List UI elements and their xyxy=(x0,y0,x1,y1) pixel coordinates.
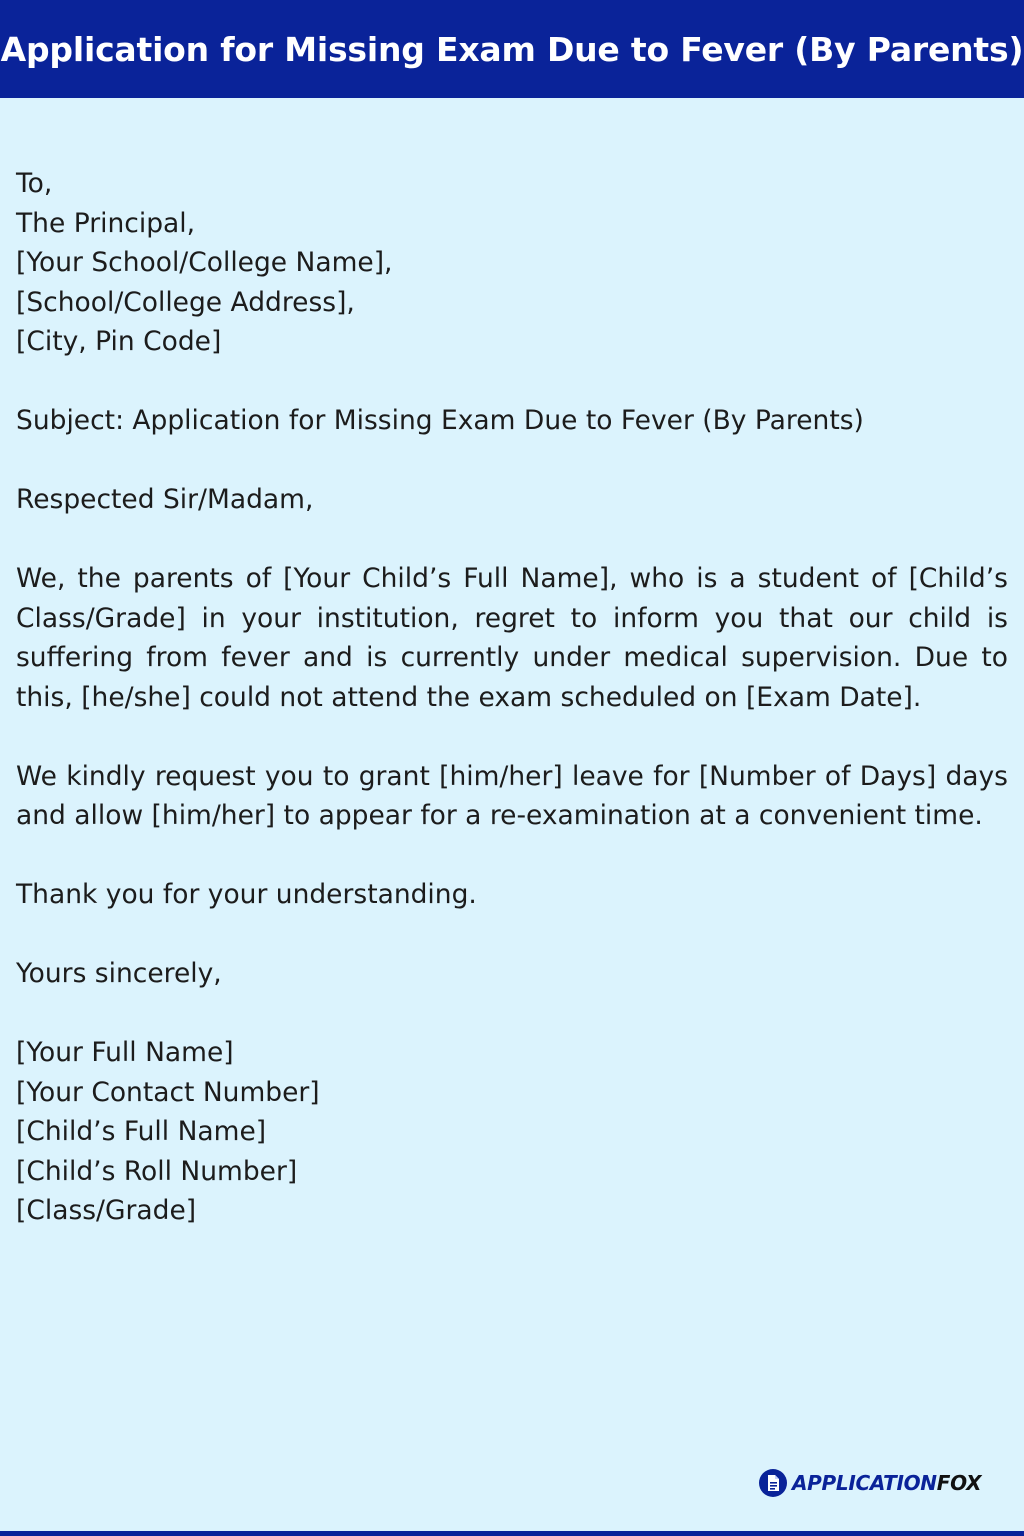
address-line: The Principal, xyxy=(16,207,196,239)
applicationfox-logo xyxy=(758,1468,981,1498)
address-line: [School/College Address], xyxy=(16,286,355,318)
header-bar xyxy=(0,0,1024,98)
signature-line: [Your Contact Number] xyxy=(16,1076,320,1108)
page-title: Application for Missing Exam Due to Fever (By Parents) xyxy=(0,29,1024,69)
signature-line: [Child’s Roll Number] xyxy=(16,1155,298,1187)
body-paragraph-1: We, the parents of [Your Child’s Full Name], who is a student of [Child’s Class/Grade] in your institution, regret to inform you that our child is suffering from fever and is currently under medical supervision. Due to this, [he/she] could not attend the exam scheduled on [Exam Date]. xyxy=(16,563,1008,713)
salutation: Respected Sir/Madam, xyxy=(16,484,314,515)
logo-text-main: APPLICATION xyxy=(792,1471,937,1495)
letter-body xyxy=(16,164,1008,1231)
address-line: To, xyxy=(16,168,53,199)
logo-text-accent: FOX xyxy=(936,1471,982,1495)
signature-line: [Class/Grade] xyxy=(16,1195,197,1226)
logo-wordmark xyxy=(792,1471,981,1495)
address-line: [Your School/College Name], xyxy=(16,247,393,278)
recipient-address xyxy=(16,164,1008,362)
closing-line: Yours sincerely, xyxy=(16,958,222,989)
signature-line: [Child’s Full Name] xyxy=(16,1116,267,1147)
document-logo-icon xyxy=(758,1468,788,1498)
subject-line: Subject: Application for Missing Exam Due to Fever (By Parents) xyxy=(16,405,864,436)
signature-line: [Your Full Name] xyxy=(16,1037,234,1068)
signature-block xyxy=(16,1033,1008,1231)
address-line: [City, Pin Code] xyxy=(16,326,222,357)
body-paragraph-2: We kindly request you to grant [him/her] leave for [Number of Days] days and allow [him/her] to appear for a re-examination at a convenient time. xyxy=(16,760,1008,831)
bottom-bar xyxy=(0,1531,1024,1536)
thanks-line: Thank you for your understanding. xyxy=(16,879,477,910)
